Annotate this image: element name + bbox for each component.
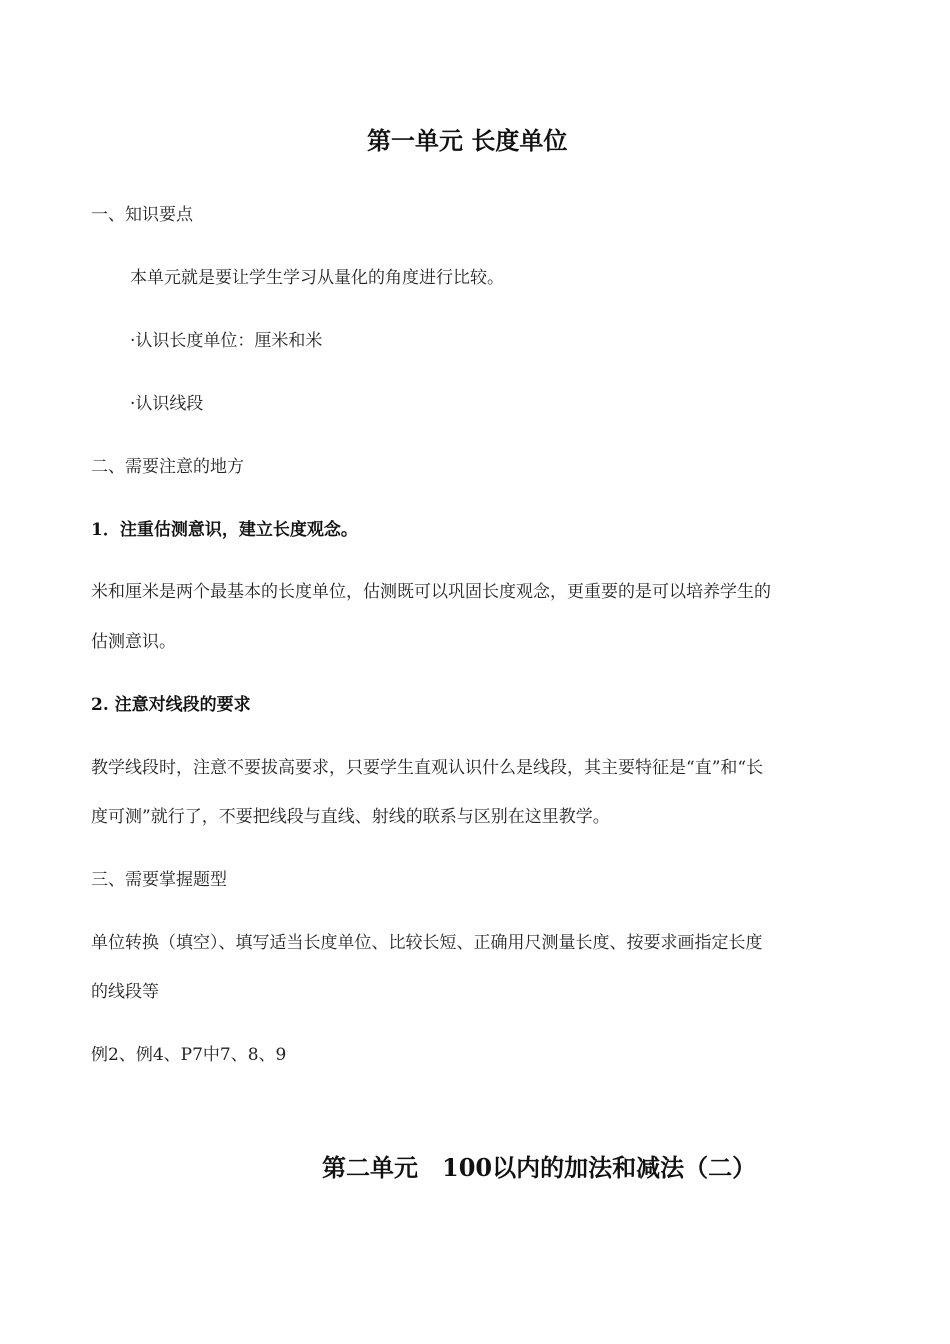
unit2-title: 第二单元 100以内的加法和减法（二） — [322, 1153, 757, 1182]
examples-list: 例2、例4、P7中7、8、9 — [91, 1045, 287, 1065]
point2-heading: 2. 注意对线段的要求 — [91, 695, 251, 715]
point2-paragraph-line2: 度可测”就行了，不要把线段与直线、射线的联系与区别在这里教学。 — [91, 807, 610, 827]
question-types-line1: 单位转换（填空）、填写适当长度单位、比较长短、正确用尺测量长度、按要求画指定长度 — [91, 933, 763, 953]
bullet-length-units: ·认识长度单位：厘米和米 — [130, 331, 323, 351]
bullet-line-segment: ·认识线段 — [130, 394, 204, 414]
unit1-title: 第一单元 长度单位 — [367, 126, 568, 155]
section1-heading: 一、知识要点 — [91, 205, 193, 225]
point1-paragraph-line2: 估测意识。 — [91, 632, 176, 652]
question-types-line2: 的线段等 — [91, 982, 159, 1002]
point2-paragraph-line1: 教学线段时，注意不要拔高要求，只要学生直观认识什么是线段，其主要特征是“直”和“长 — [91, 758, 764, 778]
point1-paragraph-line1: 米和厘米是两个最基本的长度单位，估测既可以巩固长度观念，更重要的是可以培养学生的 — [91, 582, 771, 602]
section3-heading: 三、需要掌握题型 — [91, 870, 227, 890]
section2-heading: 二、需要注意的地方 — [91, 457, 244, 477]
point1-heading: 1．注重估测意识，建立长度观念。 — [91, 520, 358, 540]
intro-text: 本单元就是要让学生学习从量化的角度进行比较。 — [130, 268, 504, 288]
